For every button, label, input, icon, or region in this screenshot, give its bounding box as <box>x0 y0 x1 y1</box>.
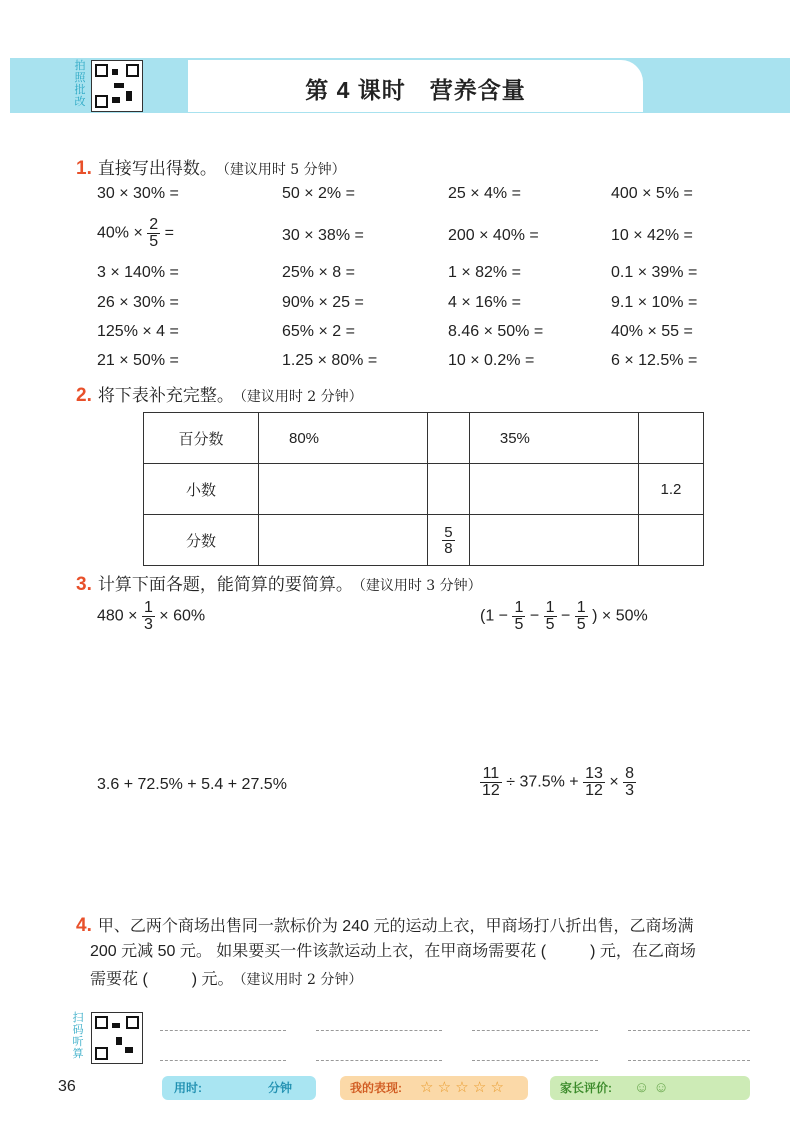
page-title: 第 4 课时 营养含量 <box>305 77 526 103</box>
table-row <box>144 464 704 515</box>
answer-line[interactable] <box>160 1060 286 1061</box>
table-cell[interactable] <box>259 464 428 515</box>
table-cell[interactable] <box>638 413 703 464</box>
q1-r6-c3: 10 × 0.2% = <box>448 352 535 369</box>
q1-r2-c4: 10 × 42% = <box>611 227 693 244</box>
q1-r3-c1: 3 × 140% = <box>97 264 179 281</box>
q3-heading: 3. 计算下面各题，能简算的要简算。 （建议用时 3 分钟） <box>76 574 482 595</box>
q1-r2-c2: 30 × 38% = <box>282 227 364 244</box>
q1-r3-c3: 1 × 82% = <box>448 264 521 281</box>
q1-heading: 1. 直接写出得数。 （建议用时 5 分钟） <box>76 158 346 179</box>
row-label-percent: 百分数 <box>144 413 259 464</box>
parent-rating-box[interactable]: 家长评价: ☺ ☺ <box>550 1076 750 1100</box>
q1-r1-c2: 50 × 2% = <box>282 185 355 202</box>
q1-r6-c1: 21 × 50% = <box>97 352 179 369</box>
q1-r4-c4: 9.1 × 10% = <box>611 294 698 311</box>
table-cell[interactable] <box>428 413 470 464</box>
table-cell[interactable] <box>259 515 428 566</box>
q3-expr-3: 3.6 + 72.5% + 5.4 + 27.5% <box>97 776 287 793</box>
table-cell[interactable]: 1.2 <box>638 464 703 515</box>
answer-line[interactable] <box>160 1030 286 1031</box>
answer-line[interactable] <box>472 1030 598 1031</box>
q1-r4-c3: 4 × 16% = <box>448 294 521 311</box>
q4-line-3: 需要花 ( ) 元。 （建议用时 2 分钟） <box>90 971 363 988</box>
conversion-table <box>143 412 704 566</box>
q1-r5-c3: 8.46 × 50% = <box>448 323 544 340</box>
row-label-fraction: 分数 <box>144 515 259 566</box>
q1-r5-c1: 125% × 4 = <box>97 323 179 340</box>
page-number: 36 <box>58 1078 76 1095</box>
q1-r6-c4: 6 × 12.5% = <box>611 352 698 369</box>
self-rating-box[interactable]: 我的表现: ☆ ☆ ☆ ☆ ☆ <box>340 1076 528 1100</box>
table-row <box>144 515 704 566</box>
scan-label-top: 拍 照 批 改 <box>74 60 86 108</box>
answer-line[interactable] <box>628 1030 750 1031</box>
q3-expr-4: $\frac{11}{12}$ ÷ 37.5% + $\frac{13}{12}$ × $\frac{8}{3}$ <box>482 765 635 799</box>
table-cell[interactable] <box>428 464 470 515</box>
q1-r4-c1: 26 × 30% = <box>97 294 179 311</box>
table-cell[interactable] <box>469 515 638 566</box>
answer-line[interactable] <box>316 1030 442 1031</box>
table-cell[interactable] <box>469 464 638 515</box>
q1-r2-c3: 200 × 40% = <box>448 227 539 244</box>
answer-line[interactable] <box>316 1060 442 1061</box>
smiley-icon: ☺ ☺ <box>634 1079 669 1096</box>
table-row <box>144 413 704 464</box>
answer-line[interactable] <box>472 1060 598 1061</box>
q1-r6-c2: 1.25 × 80% = <box>282 352 378 369</box>
table-cell[interactable]: $\frac{5}{8}$ <box>428 515 470 566</box>
qr-code-icon[interactable] <box>91 60 143 112</box>
q4-line-1: 4. 甲、乙两个商场出售同一款标价为 240 元的运动上衣，甲商场打八折出售，乙商场满 <box>76 915 694 936</box>
q3-expr-2: (1 − $\frac{1}{5}$ − $\frac{1}{5}$ − $\frac{1}{5}$ ) × 50% <box>480 599 648 633</box>
q1-r2-c1: 40% × $\frac{2}{5}$ = <box>97 216 174 250</box>
scan-label-bottom: 扫 码 听 算 <box>72 1012 84 1060</box>
table-cell[interactable]: 80% <box>259 413 428 464</box>
q4-line-2: 200 元减 50 元。 如果要买一件该款运动上衣，在甲商场需要花 ( ) 元，在乙商场 <box>90 943 696 960</box>
q1-r1-c4: 400 × 5% = <box>611 185 693 202</box>
qr-code-icon[interactable] <box>91 1012 143 1064</box>
q1-r1-c1: 30 × 30% = <box>97 185 179 202</box>
q1-r4-c2: 90% × 25 = <box>282 294 364 311</box>
star-icon: ☆ ☆ ☆ ☆ ☆ <box>420 1079 504 1096</box>
q1-r3-c2: 25% × 8 = <box>282 264 355 281</box>
answer-line[interactable] <box>628 1060 750 1061</box>
q2-heading: 2. 将下表补充完整。 （建议用时 2 分钟） <box>76 385 363 406</box>
q1-r1-c3: 25 × 4% = <box>448 185 521 202</box>
q3-expr-1: 480 × $\frac{1}{3}$ × 60% <box>97 599 206 633</box>
q1-r5-c4: 40% × 55 = <box>611 323 693 340</box>
table-cell[interactable]: 35% <box>469 413 638 464</box>
time-spent-box[interactable]: 用时: 分钟 <box>162 1076 316 1100</box>
q1-r5-c2: 65% × 2 = <box>282 323 355 340</box>
header-corner <box>0 0 220 58</box>
table-cell[interactable] <box>638 515 703 566</box>
row-label-decimal: 小数 <box>144 464 259 515</box>
q1-r3-c4: 0.1 × 39% = <box>611 264 698 281</box>
